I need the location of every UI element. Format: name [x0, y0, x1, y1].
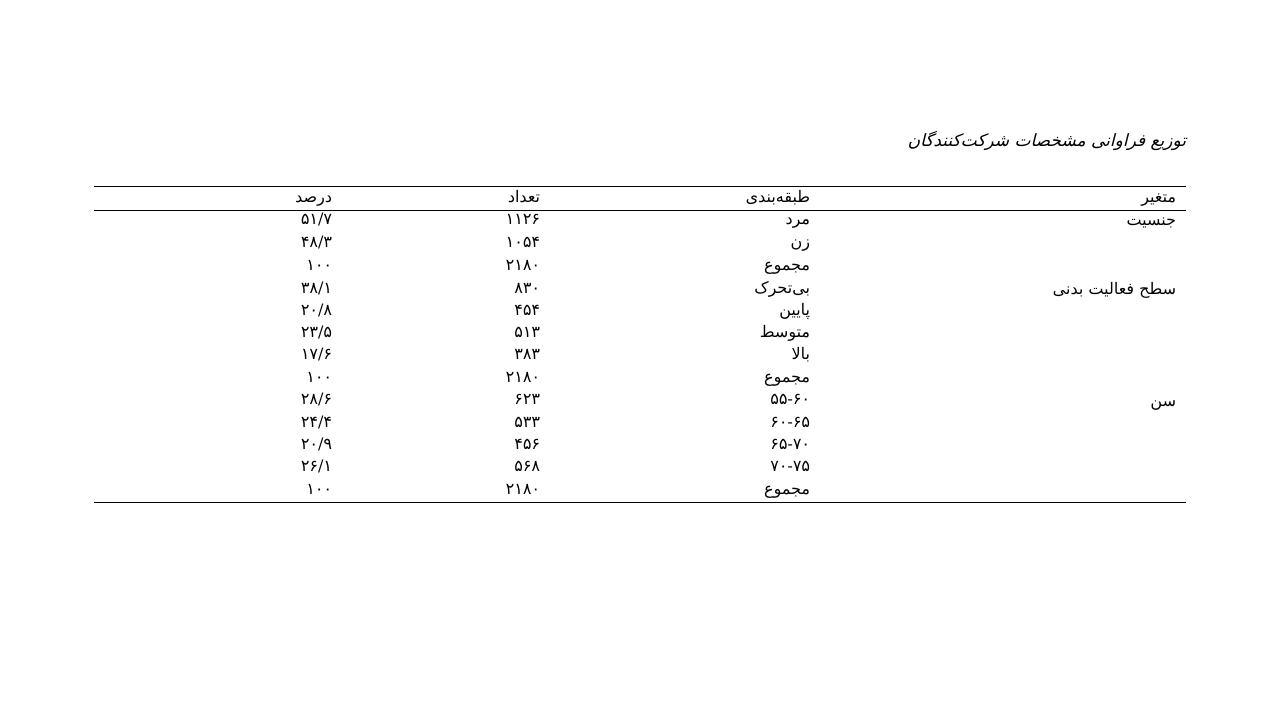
table-row-percent: ۲۳/۵	[300, 322, 332, 341]
table-row-category: مجموع	[764, 367, 810, 386]
table-row-count: ۴۵۴	[514, 300, 540, 319]
table-header-rule	[94, 210, 1186, 211]
table-row-count: ۲۱۸۰	[505, 479, 540, 498]
header-category: طبقه‌بندی	[745, 187, 810, 206]
table-row-percent: ۱۰۰	[306, 479, 332, 498]
table-row-category: پایین	[779, 300, 810, 319]
table-row-category: ۵۵-۶۰	[770, 389, 810, 408]
table-row-category: ۷۰-۷۵	[770, 456, 810, 475]
header-count: تعداد	[507, 187, 540, 206]
table-row-count: ۵۱۳	[514, 322, 540, 341]
table-row-percent: ۱۰۰	[306, 255, 332, 274]
table-row-category: متوسط	[759, 322, 810, 341]
table-caption: توزیع فراوانی مشخصات شرکت‌کنندگان	[907, 131, 1186, 151]
table-row-category: بالا	[791, 344, 810, 363]
table-row-count: ۱۰۵۴	[505, 232, 540, 251]
table-row-count: ۵۶۸	[514, 456, 540, 475]
table-row-count: ۵۳۳	[514, 412, 540, 431]
table-row-count: ۲۱۸۰	[505, 367, 540, 386]
table-row-percent: ۳۸/۱	[300, 278, 332, 297]
table-row-category: بی‌تحرک	[754, 278, 810, 297]
table-row-category: مجموع	[764, 479, 810, 498]
frequency-table	[94, 186, 1186, 503]
table-top-rule	[94, 186, 1186, 187]
table-row-count: ۶۲۳	[514, 389, 540, 408]
variable-activity: سطح فعالیت بدنی	[1052, 279, 1176, 298]
table-row-category: مجموع	[764, 255, 810, 274]
table-row-percent: ۱۷/۶	[300, 344, 332, 363]
table-row-category: زن	[790, 232, 810, 251]
table-row-count: ۴۵۶	[514, 434, 540, 453]
variable-gender: جنسیت	[1126, 210, 1176, 229]
table-row-count: ۳۸۳	[514, 344, 540, 363]
table-row-category: مرد	[785, 209, 810, 228]
table-row-percent: ۵۱/۷	[300, 209, 332, 228]
header-variable: متغیر	[1141, 187, 1176, 206]
table-row-count: ۲۱۸۰	[505, 255, 540, 274]
variable-age: سن	[1150, 391, 1176, 410]
table-row-percent: ۲۸/۶	[300, 389, 332, 408]
table-row-count: ۱۱۲۶	[505, 209, 540, 228]
table-row-category: ۶۰-۶۵	[770, 412, 810, 431]
table-row-percent: ۱۰۰	[306, 367, 332, 386]
table-row-category: ۶۵-۷۰	[770, 434, 810, 453]
header-percent: درصد	[295, 187, 332, 206]
table-row-percent: ۴۸/۳	[300, 232, 332, 251]
table-row-percent: ۲۴/۴	[300, 412, 332, 431]
table-bottom-rule	[94, 502, 1186, 503]
table-row-percent: ۲۶/۱	[300, 456, 332, 475]
table-row-count: ۸۳۰	[514, 278, 540, 297]
table-row-percent: ۲۰/۸	[300, 300, 332, 319]
table-row-percent: ۲۰/۹	[300, 434, 332, 453]
